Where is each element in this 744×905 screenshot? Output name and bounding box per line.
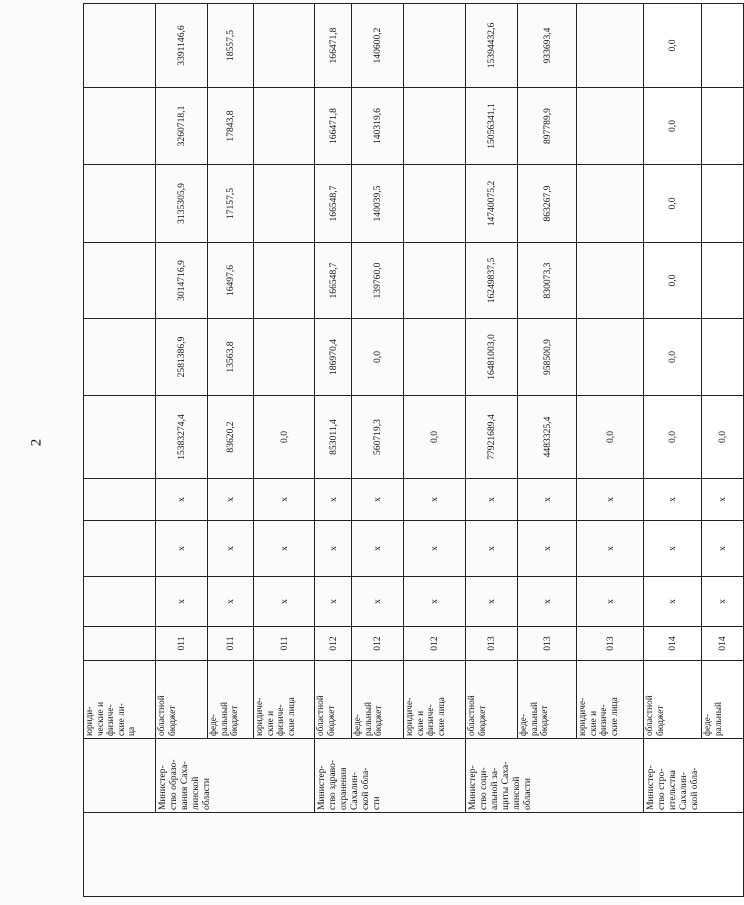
code-cell: 014 — [644, 627, 702, 661]
year4-value: 17843,8 — [208, 88, 254, 165]
ministry-name: Министер- ство здраво- охранения Сахалин- ской обла- сти — [315, 739, 466, 813]
year2-value: 16497,6 — [208, 243, 254, 319]
x-cell: x — [577, 479, 644, 521]
x-cell — [84, 521, 156, 577]
x-cell: x — [208, 577, 254, 627]
year1-value: 958500,9 — [518, 319, 577, 396]
year5-value — [254, 4, 315, 88]
year5-value — [404, 4, 466, 88]
x-cell: x — [254, 521, 315, 577]
ministry-name: Министер- ство стро- ительства Сахалин- ской обла- — [644, 739, 744, 813]
year1-value — [577, 319, 644, 396]
code-cell: 011 — [156, 627, 208, 661]
table-row — [466, 4, 518, 897]
year3-value: 14740075,2 — [466, 165, 518, 243]
year2-value — [84, 243, 156, 319]
year5-value: 18557,5 — [208, 4, 254, 88]
funding-source: юридиче- ские и физиче- ские лица — [254, 661, 315, 739]
total-value: 0,0 — [644, 396, 702, 479]
total-value: 0,0 — [254, 396, 315, 479]
year5-value: 0,0 — [644, 4, 702, 88]
x-cell: x — [577, 521, 644, 577]
x-cell: x — [315, 577, 352, 627]
code-cell: 011 — [208, 627, 254, 661]
x-cell: x — [315, 521, 352, 577]
x-cell: x — [518, 521, 577, 577]
code-cell: 012 — [404, 627, 466, 661]
table-row — [156, 4, 208, 897]
funding-source: феде- ральный — [702, 661, 744, 739]
x-cell: x — [518, 479, 577, 521]
x-cell: x — [577, 577, 644, 627]
year1-value: 0,0 — [644, 319, 702, 396]
year4-value: 166471,8 — [315, 88, 352, 165]
year4-value: 0,0 — [644, 88, 702, 165]
total-value: 77921689,4 — [466, 396, 518, 479]
funding-source: юриди- ческие и физиче- ские ли- ца — [84, 661, 156, 739]
year4-value — [577, 88, 644, 165]
year2-value — [404, 243, 466, 319]
funding-source: областной бюджет — [644, 661, 702, 739]
x-cell: x — [352, 479, 404, 521]
year1-value — [254, 319, 315, 396]
x-cell: x — [254, 479, 315, 521]
year3-value — [577, 165, 644, 243]
total-value: 0,0 — [404, 396, 466, 479]
total-value: 0,0 — [577, 396, 644, 479]
budget-table — [83, 3, 744, 897]
x-cell: x — [702, 577, 744, 627]
total-value: 83620,2 — [208, 396, 254, 479]
year1-value — [84, 319, 156, 396]
year4-value: 15056341,1 — [466, 88, 518, 165]
year5-value — [577, 4, 644, 88]
year5-value: 15394432,6 — [466, 4, 518, 88]
x-cell: x — [156, 479, 208, 521]
x-cell: x — [644, 521, 702, 577]
year1-value: 0,0 — [352, 319, 404, 396]
x-cell: x — [404, 479, 466, 521]
total-value: 4483325,4 — [518, 396, 577, 479]
x-cell: x — [156, 577, 208, 627]
year2-value — [254, 243, 315, 319]
code-cell: 013 — [466, 627, 518, 661]
x-cell: x — [315, 479, 352, 521]
funding-source: юридиче- ские и физиче- ские лица — [577, 661, 644, 739]
year3-value: 3135305,9 — [156, 165, 208, 243]
total-value: 560719,3 — [352, 396, 404, 479]
code-cell: 013 — [518, 627, 577, 661]
year4-value — [404, 88, 466, 165]
blank-column-cell — [84, 813, 744, 897]
total-value: 15383274,4 — [156, 396, 208, 479]
x-cell: x — [466, 521, 518, 577]
year2-value: 16249837,5 — [466, 243, 518, 319]
year2-value: 0,0 — [644, 243, 702, 319]
year4-value — [254, 88, 315, 165]
funding-source: областной бюджет — [156, 661, 208, 739]
year4-value: 3260718,1 — [156, 88, 208, 165]
code-cell: 011 — [254, 627, 315, 661]
funding-source: областной бюджет — [315, 661, 352, 739]
year4-value: 897789,9 — [518, 88, 577, 165]
x-cell: x — [466, 479, 518, 521]
ministry-name: Министер- ство образо- вания Саха- линской области — [156, 739, 315, 813]
year5-value — [84, 4, 156, 88]
table-row — [84, 4, 156, 897]
year3-value — [404, 165, 466, 243]
year3-value: 0,0 — [644, 165, 702, 243]
x-cell: x — [352, 521, 404, 577]
year4-value: 140319,6 — [352, 88, 404, 165]
table-row — [315, 4, 352, 897]
year3-value: 140039,5 — [352, 165, 404, 243]
year1-value — [404, 319, 466, 396]
ministry-header-cell — [84, 739, 156, 813]
year1-value: 16481003,0 — [466, 319, 518, 396]
code-cell: 014 — [702, 627, 744, 661]
x-cell: x — [466, 577, 518, 627]
year4-value — [84, 88, 156, 165]
year1-value — [702, 319, 744, 396]
year5-value: 140600,2 — [352, 4, 404, 88]
x-cell: x — [156, 521, 208, 577]
year3-value: 863267,9 — [518, 165, 577, 243]
year3-value — [84, 165, 156, 243]
funding-source: феде- ральный бюджет — [352, 661, 404, 739]
ministry-name: Министер- ство соци- альной за- щиты Саха- линской области — [466, 739, 644, 813]
year1-value: 2581386,9 — [156, 319, 208, 396]
x-cell — [84, 479, 156, 521]
year5-value: 933693,4 — [518, 4, 577, 88]
year5-value: 166471,8 — [315, 4, 352, 88]
funding-source: юридиче- ские и физиче- ские лица — [404, 661, 466, 739]
x-cell: x — [404, 577, 466, 627]
x-cell: x — [352, 577, 404, 627]
code-cell: 012 — [315, 627, 352, 661]
x-cell — [84, 577, 156, 627]
total-value: 853011,4 — [315, 396, 352, 479]
year3-value — [702, 165, 744, 243]
year2-value: 3014716,9 — [156, 243, 208, 319]
funding-source: феде- ральный бюджет — [518, 661, 577, 739]
year1-value: 13563,8 — [208, 319, 254, 396]
year2-value: 830073,3 — [518, 243, 577, 319]
year3-value: 166548,7 — [315, 165, 352, 243]
total-value — [84, 396, 156, 479]
x-cell: x — [644, 479, 702, 521]
year2-value: 166548,7 — [315, 243, 352, 319]
year3-value — [254, 165, 315, 243]
year5-value — [702, 4, 744, 88]
total-value: 0,0 — [702, 396, 744, 479]
year5-value: 3391146,6 — [156, 4, 208, 88]
x-cell: x — [644, 577, 702, 627]
funding-source: областной бюджет — [466, 661, 518, 739]
x-cell: x — [208, 479, 254, 521]
code-cell — [84, 627, 156, 661]
code-cell: 013 — [577, 627, 644, 661]
code-cell: 012 — [352, 627, 404, 661]
x-cell: x — [208, 521, 254, 577]
table-row — [644, 4, 702, 897]
year3-value: 17157,5 — [208, 165, 254, 243]
year2-value — [577, 243, 644, 319]
year1-value: 186970,4 — [315, 319, 352, 396]
x-cell: x — [702, 521, 744, 577]
x-cell: x — [518, 577, 577, 627]
year4-value — [702, 88, 744, 165]
x-cell: x — [404, 521, 466, 577]
page-number: 2 — [28, 438, 45, 447]
funding-source: феде- ральный бюджет — [208, 661, 254, 739]
year2-value — [702, 243, 744, 319]
x-cell: x — [254, 577, 315, 627]
x-cell: x — [702, 479, 744, 521]
year2-value: 139760,0 — [352, 243, 404, 319]
